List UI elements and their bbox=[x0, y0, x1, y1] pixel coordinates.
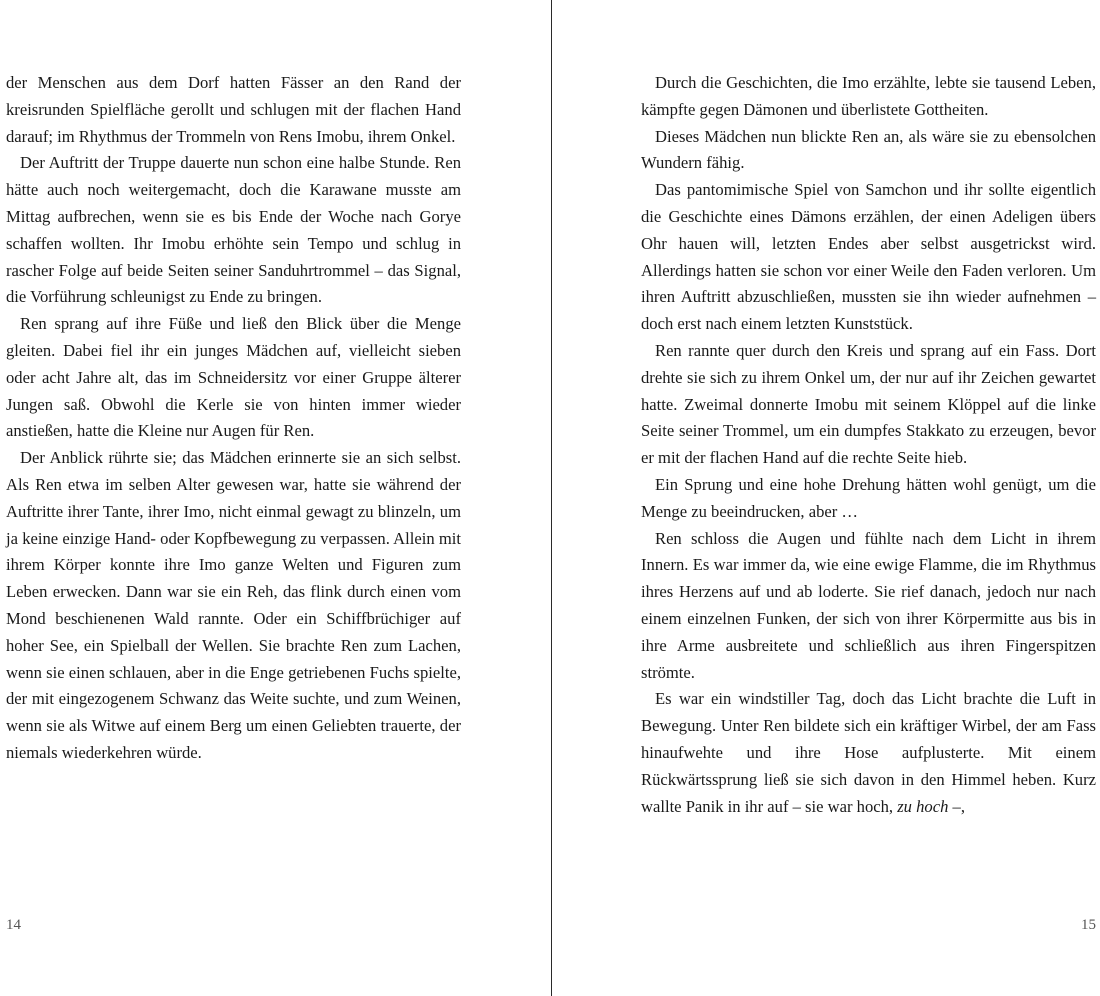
paragraph: Durch die Geschichten, die Imo erzählte, lebte sie tausend Leben, kämpfte gegen Dämonen und überlistete Gottheiten. bbox=[641, 73, 1096, 119]
paragraph: Ren sprang auf ihre Füße und ließ den Blick über die Menge gleiten. Dabei fiel ihr ein junges Mädchen auf, vielleicht sieben oder acht Jahre alt, das im Schneidersitz vor einer Gruppe älterer Jungen saß. Obwohl die Kerle sie von hinten immer wieder anstießen, hatte die Kleine nur Augen für Ren. bbox=[6, 314, 461, 441]
paragraph: Ein Sprung und eine hohe Drehung hätten wohl genügt, um die Menge zu beeindrucken, aber … bbox=[641, 474, 1096, 521]
paragraph-last bbox=[641, 686, 1096, 820]
left-page-text bbox=[6, 70, 461, 767]
right-page-text bbox=[641, 70, 1096, 820]
paragraph-tail: –, bbox=[948, 796, 965, 816]
paragraph: Das pantomimische Spiel von Samchon und ihr sollte eigentlich die Geschichte eines Dämons erzählen, der einen Adeligen übers Ohr hauen will, letzten Endes aber selbst ausgetrickst wird. Allerdings hatten sie schon vor einer Weile den Faden verloren. Um ihren Auftritt abzuschließen, mussten sie ihn wieder aufnehmen – doch erst nach einem letzten Kunststück. bbox=[641, 180, 1096, 334]
emphasis-text: zu hoch bbox=[897, 796, 949, 816]
paragraph: Dieses Mädchen nun blickte Ren an, als wäre sie zu ebensolchen Wundern fähig. bbox=[641, 126, 1096, 173]
page-number-right: 15 bbox=[1081, 917, 1096, 933]
paragraph-text: Es war ein windstiller Tag, doch das Licht brachte die Luft in Bewegung. Unter Ren bildete sich ein kräftiger Wirbel, der am Fass hinaufwehte und ihre Hose aufplusterte. Mit einem Rückwärtssprung ließ sie sich davon in den Himmel heben. Kurz wallte Panik in ihr auf – sie war hoch, bbox=[641, 689, 1096, 816]
paragraph: Der Anblick rührte sie; das Mädchen erinnerte sie an sich selbst. Als Ren etwa im selben Alter gewesen war, hatte sie während der Auftritte ihrer Tante, ihrer Imo, nicht einmal gewagt zu blinzeln, um ja keine einzige Hand- oder Kopfbewegung zu verpassen. Allein mit ihrem Körper konnte ihre Imo ganze Welten und Figuren zum Leben erwecken. Dann war sie ein Reh, das flink durch einen vom Mond beschienenen Wald rannte. Oder ein Schiffbrüchiger auf hoher See, ein Spielball der Wellen. Sie brachte Ren zum Lachen, wenn sie einen schlauen, aber in die Enge getriebenen Fuchs spielte, der mit eingezogenem Schwanz das Weite suchte, und zum Weinen, wenn sie als Witwe auf einem Berg um einen Geliebten trauerte, der niemals wiederkehren würde. bbox=[6, 448, 461, 762]
paragraph: der Menschen aus dem Dorf hatten Fässer an den Rand der kreisrunden Spielfläche gerollt und schlugen mit der flachen Hand darauf; im Rhythmus der Trommeln von Rens Imobu, ihrem Onkel. bbox=[6, 73, 461, 146]
page-number-left: 14 bbox=[6, 917, 21, 933]
paragraph: Der Auftritt der Truppe dauerte nun schon eine halbe Stunde. Ren hätte auch noch weitergemacht, doch die Karawane musste am Mittag aufbrechen, wenn sie es bis Ende der Woche nach Gorye schaffen wollten. Ihr Imobu erhöhte sein Tempo und schlug in rascher Folge auf beide Seiten seiner Sanduhrtrommel – das Signal, die Vorführung schleunigst zu Ende zu bringen. bbox=[6, 153, 461, 307]
page-gutter-divider bbox=[551, 0, 552, 996]
paragraph: Ren rannte quer durch den Kreis und sprang auf ein Fass. Dort drehte sie sich zu ihrem Onkel um, der nur auf ihr Zeichen gewartet hatte. Zweimal donnerte Imobu mit seinem Klöppel auf die linke Seite seiner Trommel, um ein dumpfes Stakkato zu erzeugen, bevor er mit der flachen Hand auf die rechte Seite hieb. bbox=[641, 340, 1096, 468]
paragraph: Ren schloss die Augen und fühlte nach dem Licht in ihrem Innern. Es war immer da, wie eine ewige Flamme, die im Rhythmus ihres Herzens auf und ab loderte. Sie rief danach, jedoch nur nach einem einzelnen Funken, der sich von ihrer Körpermitte aus bis in ihre Arme ausbreitete und schließlich aus ihren Fingerspitzen strömte. bbox=[641, 528, 1096, 682]
